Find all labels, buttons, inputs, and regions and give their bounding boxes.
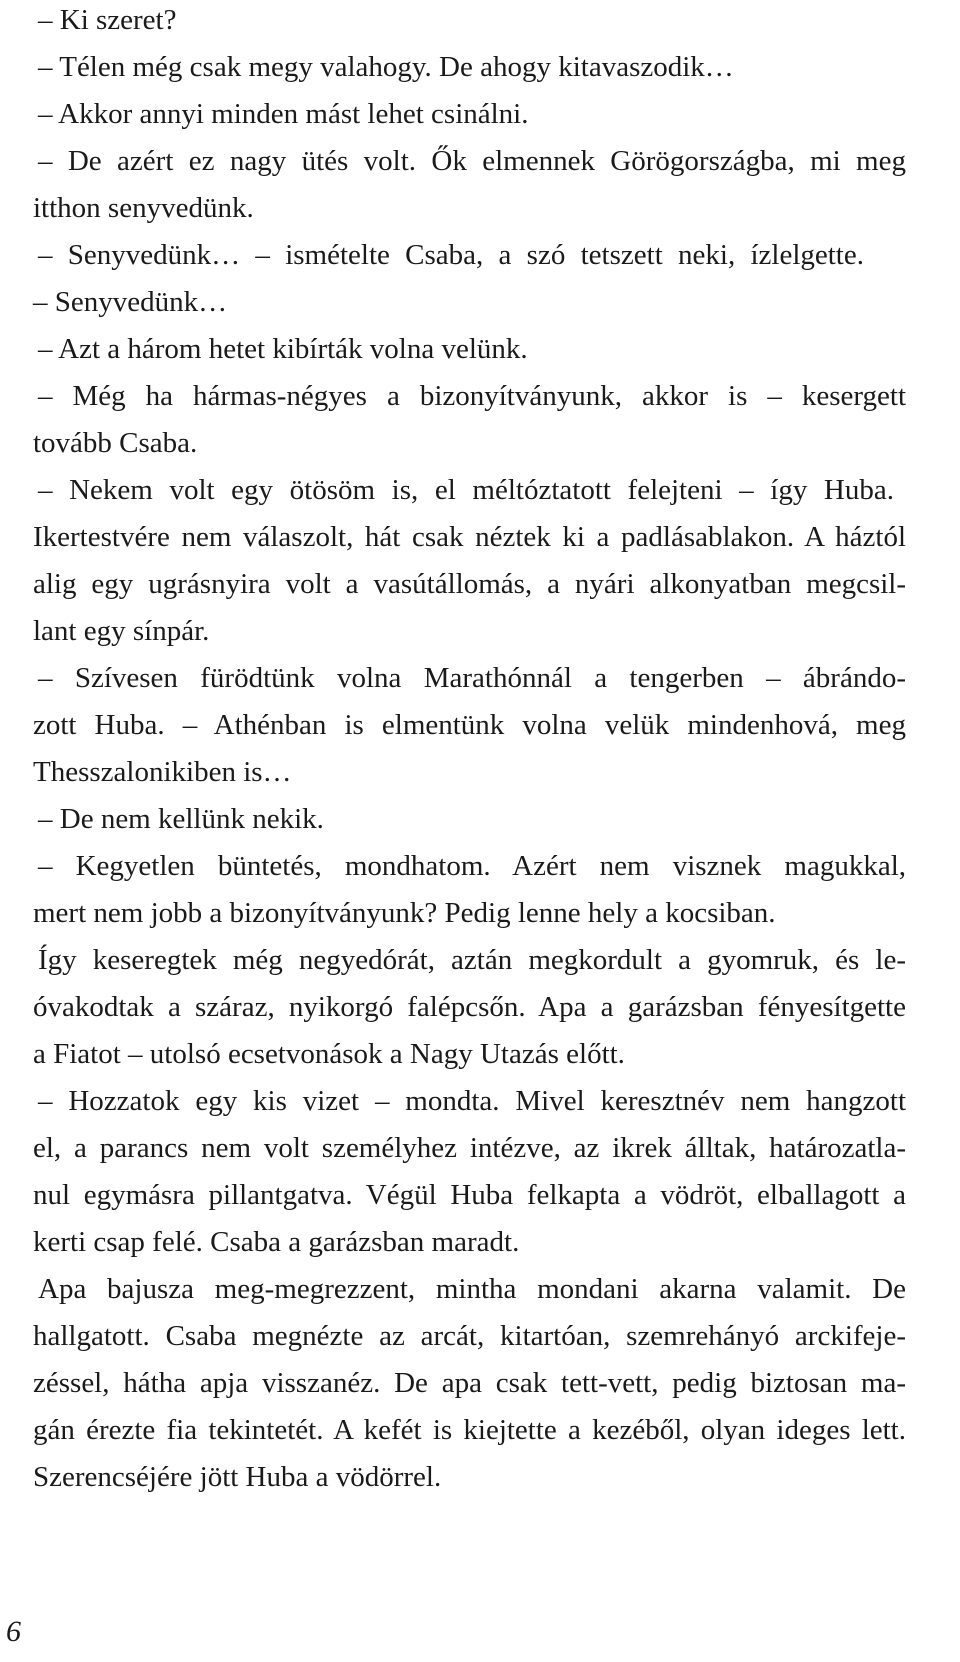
text-line: – Senyvedünk… – ismételte Csaba, a szó tetszett neki, ízlelgette.	[38, 239, 864, 271]
text-line: tovább Csaba.	[33, 427, 198, 459]
text-line: óvakodtak a száraz, nyikorgó falépcsőn. Apa a garázsban fényesítgette	[33, 991, 906, 1023]
text-line: zott Huba. – Athénban is elmentünk volna velük mindenhová, meg	[33, 709, 906, 741]
text-line: – Ki szeret?	[38, 4, 177, 36]
text-line: – Hozzatok egy kis vizet – mondta. Mivel keresztnév nem hangzott	[38, 1085, 906, 1117]
text-line: – Kegyetlen büntetés, mondhatom. Azért nem visznek magukkal,	[38, 850, 906, 882]
text-line: – Szívesen fürödtünk volna Marathónnál a tengerben – ábrándo-	[38, 662, 906, 694]
text-line: – Senyvedünk…	[33, 286, 228, 318]
page-number: 6	[6, 1615, 21, 1648]
text-line: gán érezte fia tekintetét. A kefét is kiejtette a kezéből, olyan ideges lett.	[33, 1414, 906, 1446]
text-line: – Azt a három hetet kibírták volna velünk.	[38, 333, 528, 365]
text-line: lant egy sínpár.	[33, 615, 210, 647]
text-line: mert nem jobb a bizonyítványunk? Pedig lenne hely a kocsiban.	[33, 897, 776, 929]
text-line: – Akkor annyi minden mást lehet csinálni.	[38, 98, 529, 130]
text-line: Így keseregtek még negyedórát, aztán megkordult a gyomruk, és le-	[38, 944, 906, 976]
text-line: Ikertestvére nem válaszolt, hát csak néztek ki a padlásablakon. A háztól	[33, 521, 906, 553]
text-line: a Fiatot – utolsó ecsetvonások a Nagy Utazás előtt.	[33, 1038, 625, 1070]
text-line: – De nem kellünk nekik.	[38, 803, 324, 835]
text-line: – Télen még csak megy valahogy. De ahogy kitavaszodik…	[38, 51, 734, 83]
text-line: nul egymásra pillantgatva. Végül Huba felkapta a vödröt, elballagott a	[33, 1179, 906, 1211]
text-line: alig egy ugrásnyira volt a vasútállomás, a nyári alkonyatban megcsil-	[33, 568, 906, 600]
text-line: Szerencséjére jött Huba a vödörrel.	[33, 1461, 442, 1493]
text-line: el, a parancs nem volt személyhez intézve, az ikrek álltak, határozatla-	[33, 1132, 906, 1164]
text-line: Thesszalonikiben is…	[33, 756, 292, 788]
text-line: hallgatott. Csaba megnézte az arcát, kitartóan, szemrehányó arckifeje-	[33, 1320, 906, 1352]
text-line: – Nekem volt egy ötösöm is, el méltóztatott felejteni – így Huba.	[38, 474, 894, 506]
text-line: – De azért ez nagy ütés volt. Ők elmennek Görögországba, mi meg	[38, 145, 906, 177]
text-line: Apa bajusza meg-megrezzent, mintha mondani akarna valamit. De	[38, 1273, 906, 1305]
text-line: – Még ha hármas-négyes a bizonyítványunk, akkor is – kesergett	[38, 380, 906, 412]
text-line: kerti csap felé. Csaba a garázsban maradt.	[33, 1226, 520, 1258]
text-line: zéssel, hátha apja visszanéz. De apa csak tett-vett, pedig biztosan ma-	[33, 1367, 906, 1399]
text-line: itthon senyvedünk.	[33, 192, 254, 224]
